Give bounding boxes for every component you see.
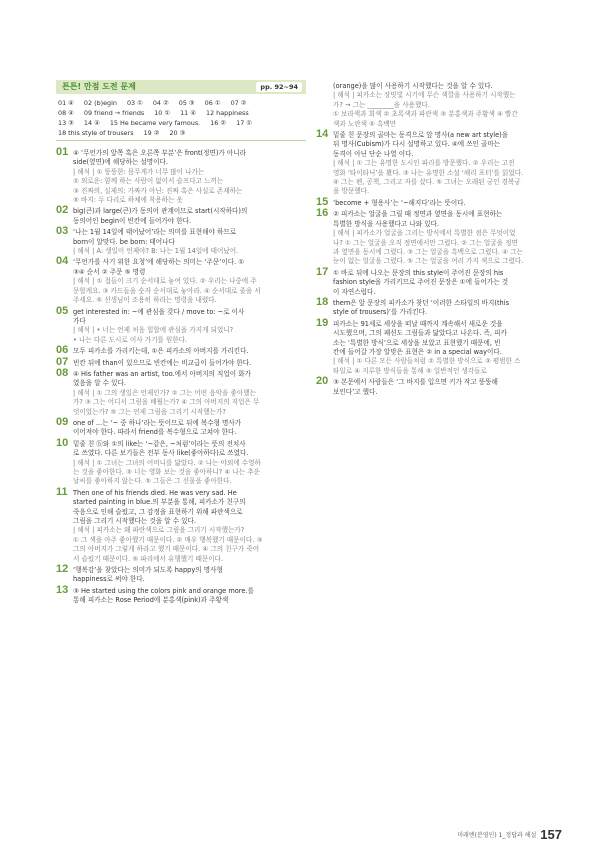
explanation-item [56,436,306,487]
explanation-line: 동격이 아닌 단순 나열 이다. [333,149,414,158]
explanation-line: big(큰)과 large(큰)가 동의어 관계이므로 start(시작하다)의 [73,207,248,216]
explanation-line: ‘행복감’을 찾았다는 의미가 되도록 happy의 명사형 [73,566,223,575]
explanation-line: ④ ‘무언가의 앞쪽 혹은 오른쪽 부분’은 front(정면)가 아니라 [73,149,246,157]
explanation-item [56,366,306,417]
explanation-line: 가다 [73,316,86,325]
explanation-line: 특별한 방식을 사용했다고 나와 있다. [333,219,440,228]
translation-line: 엇이었는가? ⑤ 그는 언제 그림을 그리기 시작했는가? [73,407,226,416]
explanation-line: ③ 본문에서 사람들은 ‘그 바지를 입으면 키가 작고 뚱뚱해 [333,378,498,387]
explanation-item [56,146,306,205]
explanation-line: 칸에 들어갈 가장 알맞은 표현은 ② in a special way이다. [333,347,502,356]
answer-cell: 11 ④ [180,109,197,117]
item-number: 09 [56,415,69,428]
explanation-line: ‘무언가를 사기 위한 요청’에 해당하는 의미는 ‘주문’이다. ① [73,258,245,267]
answer-cell: 08 ④ [58,109,74,117]
explanation-line: 피카소는 91세로 세상을 떠날 때까지 계속해서 새로운 것을 [333,319,503,328]
answer-cell: 10 ① [154,109,171,117]
translation-line: | 해석 | A: 생일이 언제야? B: 나는 1월 14일에 태어났어. [73,247,239,256]
explanation-line: ③④ 순서 ② 주문 ⑤ 명령 [73,267,146,276]
explanation-line: fashion style을 가리키므로 주어진 문장은 ①에 들어가는 것 [333,278,509,287]
translation-line: ② 외로운: 함께 하는 사람이 없어서 슬프다고 느끼는 [73,177,224,186]
explanation-line: ① 바로 뒤에 나오는 문장의 this style이 주어진 문장의 his [333,268,504,277]
translation-line: | 해석 | ① 다른 모든 사람들처럼 ② 특별한 방식으로 ③ 평범한 스 [333,357,521,366]
translation-line: | 해석 | 피카소는 장밋빛 시기에 무슨 색깔을 사용하기 시작했는 [333,91,516,100]
translation-line: 눈이 없는 얼굴을 그렸다. ⑤ 그는 얼굴을 여러 가지 색으로 그렸다. [333,257,524,266]
explanation-line: 그림을 그리기 시작했다는 것을 알 수 있다. [73,517,196,526]
translation-line: 영화 ‘타이타닉’을 봤다. ③ 나는 유명한 소설 ‘해리 포터’를 읽었다. [333,168,524,177]
section-title: 튼튼! 만점 도전 문제 [62,82,136,91]
explanation-line: ② 피카소는 얼굴을 그릴 때 정면과 옆면을 동시에 표현하는 [333,210,503,219]
explanation-line: get interested in: ~에 관심을 갖다 / move to: ~로 이사 [73,307,245,316]
answer-cell: 02 (b)egin [83,99,117,107]
explanation-item [56,415,306,438]
explanation-item [316,265,564,297]
answer-cell: 12 happiness [206,109,249,117]
explanation-line: (orange)을 많이 사용하기 시작했다는 것을 알 수 있다. [333,82,493,90]
translation-line: | 해석 | 피카소가 얼굴을 그리는 방식에서 특별한 점은 무엇이었 [333,229,516,238]
answer-cell: 04 ② [152,99,169,107]
translation-line: 색과 노란색 ⑤ 흑백만 [333,119,397,128]
item-number: 08 [56,366,69,379]
divider [56,140,306,147]
explanation-item [56,355,306,368]
answer-row [58,128,306,138]
explanation-item [56,204,306,226]
explanation-line: Then one of his friends died. He was very sad. He [73,488,237,497]
explanation-line: side(옆면)에 해당하는 설명이다. [73,158,169,167]
explanation-line: 모두 피카소를 가리키는데, ①은 피카소의 아버지를 가리킨다. [73,347,249,356]
item-number: 18 [316,295,329,308]
translation-line: 과 옆면을 동시에 그렸다. ③ 그는 얼굴을 흑백으로 그렸다. ④ 그는 [333,247,523,256]
answer-cell: 16 ② [210,119,227,127]
explanation-item [316,195,564,208]
item-number: 19 [316,316,329,329]
translation-line: 을 방문했다. [333,187,370,196]
translation-line: • 나는 다른 도시로 이사 가기를 원한다. [73,335,188,344]
explanation-line: 시도했으며, 그의 패션도 그림들과 닮았다고 나온다. 즉, 피카 [333,329,507,338]
translation-line: ④ 그는 펜, 공책, 그리고 자를 샀다. ⑤ 그녀는 오래된 궁인 경복궁 [333,178,521,187]
explanation-list-right [316,128,564,397]
explanation-item [56,255,306,305]
page-range-badge: pp. 92~94 [256,82,302,92]
footer-text: 미래엔(분영인) 1_정답과 해설 [457,832,537,839]
translation-line: 날씨를 좋아하지 않는다. ⑤ 그들은 그 선물을 좋아한다. [73,477,232,486]
translation-line: 문할게요. ③ 카드들을 숫자 순서대로 놓아라. ④ 순서대로 줄을 서 [73,286,261,295]
translation-line: ① 그 색을 아주 좋아했기 때문이다. ② 매우 행복했기 때문이다. ③ [73,535,263,544]
explanation-line: ‘become + 형용사’는 ‘~해지다’라는 뜻이다. [333,198,466,207]
explanation-line: 였음을 알 수 있다. [73,379,126,388]
item-number: 03 [56,225,69,238]
item-number: 06 [56,344,69,357]
translation-line: ① 보라색과 회색 ② 초록색과 파란색 ③ 분홍색과 주황색 ④ 빨간 [333,110,518,119]
explanation-line: 보인다’고 했다. [333,387,378,396]
explanation-line: 밑줄 친 문장의 골마는 동격으로 앞 명사(a new art style)을 [333,131,509,140]
answer-cell: 17 ① [236,119,253,127]
answer-key [58,98,306,138]
answer-cell: 06 ① [204,99,221,107]
answer-cell: 05 ③ [178,99,195,107]
item-number: 13 [56,583,69,596]
answer-cell: 18 this style of trousers [58,129,134,137]
item-number: 01 [56,146,69,158]
translation-line: 주세요. ⑤ 선생님이 조용히 하라는 명령을 내렸다. [73,296,217,305]
translation-line: | 해석 | ① 접들이 크기 순서대로 놓여 있다. ② 우리는 나중에 주 [73,277,257,286]
explanation-item [316,207,564,266]
explanation-item [316,295,564,318]
answer-cell: 09 friend → friends [83,109,145,117]
explanation-line: them은 앞 문장의 피카소가 찾던 ‘이러한 스타일의 바지(this [333,298,510,307]
explanation-line: started painting in blue.의 부분을 통해, 피카소가 친구의 [73,498,246,507]
item-number: 04 [56,255,69,268]
explanation-line: 밑줄 친 ⓑ와 ①의 like는 ‘~같은, ~처럼’이라는 뜻의 전치사 [73,439,246,448]
answer-cell: 03 ① [126,99,143,107]
item-number: 20 [316,375,329,388]
explanation-list-left [56,146,306,606]
right-column [316,82,564,399]
explanation-line: 죽음으로 인해 슬펐고, 그 감정을 표현하기 위해 파란색으로 [73,507,243,516]
explanation-item [316,128,564,197]
translation-line: 그의 아버지가 그렇게 하라고 했기 때문이다. ④ 그의 친구가 죽어 [73,545,260,554]
explanation-line: 이어져야 한다. 따라서 friend를 복수형으로 고쳐야 한다. [73,428,237,437]
answer-cell: 19 ② [143,129,160,137]
translation-line: | 해석 | ① 그의 생일은 언제인가? ② 그는 어떤 음악을 좋아했는 [73,388,256,397]
explanation-line: 소는 ‘특별한 방식’으로 세상을 보았고 표현했기 때문에, 빈 [333,338,501,347]
explanation-line: ④ His father was an artist, too.에서 아버지의 직업이 화가 [73,369,251,378]
item-number: 12 [56,563,69,576]
explanation-line: born이 알맞다. be born: 태어나다 [73,237,175,246]
explanation-item [56,583,306,606]
explanation-item [56,344,306,357]
answer-row [58,118,306,128]
explanation-item [56,563,306,585]
explanation-line: style of trousers)’를 가리킨다. [333,308,428,317]
item-number: 16 [316,207,329,220]
translation-line: 타일로 ④ 지루한 방식들을 통해 ⑤ 일반적인 생각들로 [333,366,487,375]
page-footer [457,827,562,842]
item-number: 02 [56,204,69,217]
page-number: 157 [540,827,562,842]
section-header [56,80,306,94]
continued-item [316,82,564,129]
answer-cell: 13 ③ [58,119,74,127]
item-number: 14 [316,128,329,141]
answer-cell: 15 He became very famous. [109,119,201,127]
explanation-item [316,375,564,397]
translation-line: | 해석 | ① 그녀는 그녀의 어머니를 닮았다. ② 나는 야외에 수영하 [73,458,261,467]
answer-cell: 20 ③ [169,129,186,137]
item-number: 05 [56,304,69,317]
explanation-line: ‘나는 1월 14일에 태어났어’라는 의미를 표현해야 하므로 [73,228,237,237]
item-number: 17 [316,265,329,278]
answer-cell: 14 ④ [83,119,100,127]
translation-line: 서 슬펐기 때문이다. ⑤ 파리에서 유행했기 때문이다. [73,554,224,563]
explanation-line: ③ He started using the colors pink and orange more.를 [73,586,254,595]
explanation-item [56,485,306,564]
translation-line: 가? ③ 그는 어디서 그림을 배웠는가? ④ 그의 아버지의 직업은 무 [73,398,260,407]
translation-line: 가? → 그는 ________을 사용했다. [333,100,430,109]
left-column [56,80,306,608]
explanation-line: 뒤 명사(Cubism)가 다시 설명하고 있다. ④에 쓰인 골마는 [333,140,501,149]
translation-line: 나? ① 그는 얼굴을 오직 정면에서만 그렸다. ② 그는 얼굴을 정면 [333,238,518,247]
explanation-line: one of ...는 ‘~ 중 하나’라는 뜻이므로 뒤에 복수형 명사가 [73,418,242,427]
answer-cell: 07 ② [230,99,247,107]
explanation-line: 이 자연스럽다. [333,287,376,296]
translation-line: ⑤ 바지: 두 다리로 하체에 착용하는 옷 [73,196,183,205]
translation-line: ③ 진짜의, 실제의: 가짜가 아닌: 진짜 혹은 사실로 존재하는 [73,186,243,195]
answer-row [58,98,306,108]
explanation-item [316,316,564,376]
translation-line: 는 것을 좋아한다. ③ 너는 영화 보는 것을 좋아하니? ④ 나는 추운 [73,468,260,476]
answer-cell: 01 ④ [58,99,74,107]
explanation-line: 빈칸 뒤에 than이 있으므로 빈칸에는 비교급이 들어가야 한다. [73,358,252,367]
translation-line: | 해석 | ① 그는 유명한 도시인 파리를 방문했다. ② 우리는 고전 [333,159,515,168]
translation-line: | 해석 | • 너는 언제 처음 힙합에 관심을 가지게 되었니? [73,326,234,335]
explanation-item [56,225,306,256]
item-number: 10 [56,436,69,449]
explanation-line: 동의어인 begin이 빈칸에 들어가야 한다. [73,216,192,225]
translation-line: | 해석 | 피카소는 왜 파란색으로 그림을 그리기 시작했는가? [73,526,245,535]
item-number: 15 [316,195,329,208]
translation-line: | 해석 | ① 뚱뚱한: 몸무게가 너무 많이 나가는 [73,167,205,176]
explanation-line: 통해 피카소는 Rose Period에 분홍색(pink)과 주황색 [73,596,229,605]
item-number: 07 [56,355,69,368]
explanation-item [56,304,306,346]
answer-row [58,108,306,118]
explanation-line: 로 쓰였다. 다른 보기들은 전부 동사 like(좋아하다)로 쓰였다. [73,449,249,458]
explanation-line: happiness로 써야 한다. [73,575,145,584]
item-number: 11 [56,485,68,498]
